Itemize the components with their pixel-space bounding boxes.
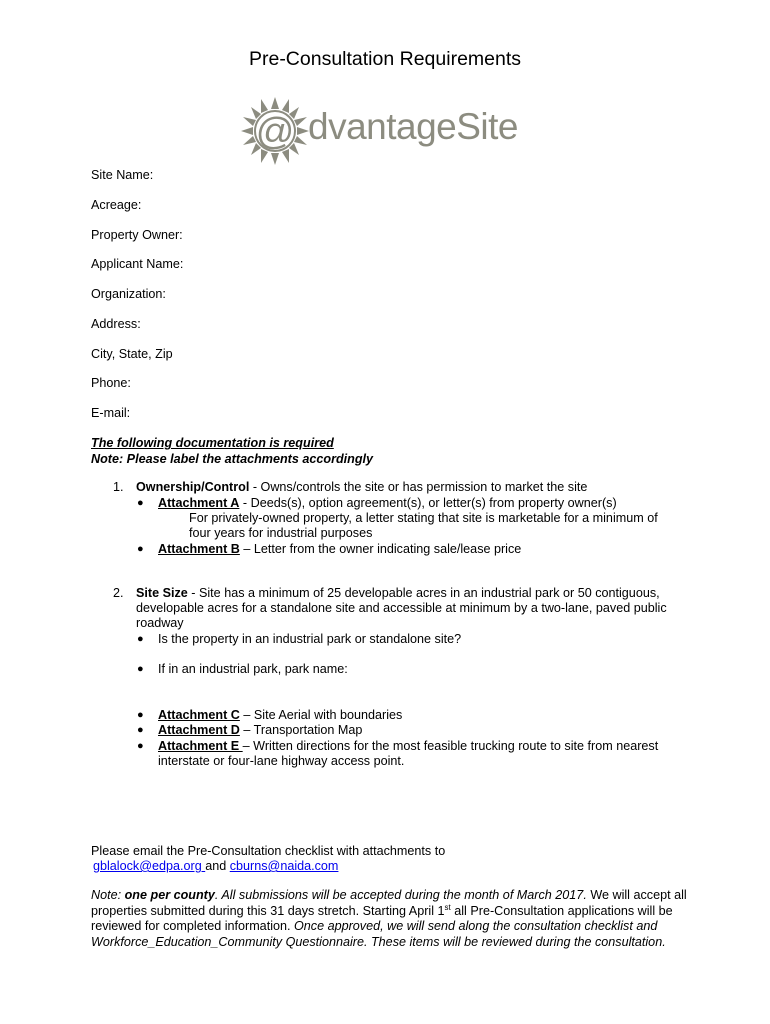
city-state-zip-label: City, State, Zip (91, 347, 173, 361)
attachment-c (158, 708, 402, 724)
documentation-required: The following documentation is required (91, 436, 334, 450)
note-one-per-county: one per county (124, 888, 215, 902)
item-1-heading (136, 480, 587, 496)
question-park-name: If in an industrial park, park name: (158, 662, 348, 676)
attachment-b (158, 542, 521, 558)
bullet-icon: ● (137, 724, 144, 736)
question-park-or-standalone: Is the property in an industrial park or standalone site? (158, 632, 462, 646)
attachment-d-label: Attachment D (158, 723, 240, 737)
bullet-icon: ● (137, 497, 144, 509)
documentation-note: Note: Please label the attachments accordingly (91, 451, 374, 466)
site-name-label: Site Name: (91, 168, 154, 182)
phone-label: Phone: (91, 376, 131, 390)
acreage-label: Acreage: (91, 198, 142, 212)
email-instruction: Please email the Pre-Consultation checklist with attachments to (91, 844, 446, 858)
email-label: E-mail: (91, 406, 131, 420)
attachment-a (158, 496, 617, 512)
item-2-number: 2. (113, 586, 124, 600)
applicant-name-label: Applicant Name: (91, 257, 184, 271)
item-2-heading (136, 586, 660, 602)
submission-note (91, 888, 691, 950)
organization-label: Organization: (91, 287, 166, 301)
item-2-desc1: - Site has a minimum of 25 developable acres in an industrial park or 50 contiguous, (187, 586, 660, 600)
page-title: Pre-Consultation Requirements (248, 48, 522, 70)
svg-text:@: @ (255, 111, 295, 153)
attachment-a-sub1: For privately-owned property, a letter stating that site is marketable for a minimum of (189, 511, 658, 525)
bullet-icon: ● (137, 633, 144, 645)
sun-logo-icon (240, 95, 310, 167)
attachment-b-text: – Letter from the owner indicating sale/lease price (239, 542, 522, 556)
bullet-icon: ● (137, 663, 144, 675)
item-1-title: Ownership/Control (136, 480, 250, 494)
attachment-c-label: Attachment C (158, 708, 240, 722)
item-2-desc2: developable acres for a standalone site and accessible at minimum by a two-lane, paved public (136, 601, 667, 615)
attachment-a-sub2: four years for industrial purposes (189, 526, 373, 540)
note-prefix: Note: (91, 888, 125, 902)
attachment-b-label: Attachment B (158, 542, 240, 556)
attachment-d (158, 723, 362, 739)
cburns-email-link[interactable]: cburns@naida.com (229, 859, 339, 873)
attachment-e-label: Attachment E (158, 739, 243, 753)
attachment-a-text: - Deeds(s), option agreement(s), or letter(s) from property owner(s) (239, 496, 617, 510)
item-1-number: 1. (113, 480, 124, 494)
attachment-e-text: – Written directions for the most feasible trucking route to site from nearest (242, 739, 659, 753)
address-label: Address: (91, 317, 141, 331)
note-part1: . All submissions will be accepted during the month of March 2017. (214, 888, 587, 902)
attachment-e-text2: interstate or four-lane highway access point. (158, 754, 405, 768)
documentation-heading (91, 436, 373, 467)
logo-wordmark: dvantageSite (308, 106, 519, 147)
email-and: and (205, 859, 230, 873)
attachment-c-text: – Site Aerial with boundaries (239, 708, 403, 722)
gblalock-email-link[interactable]: gblalock@edpa.org (93, 859, 206, 873)
email-addresses (91, 859, 338, 875)
advantagesite-logo (240, 95, 520, 169)
item-1-desc: - Owns/controls the site or has permission to market the site (249, 480, 588, 494)
note-sup: st (444, 902, 451, 912)
item-2-title: Site Size (136, 586, 188, 600)
attachment-a-label: Attachment A (158, 496, 240, 510)
bullet-icon: ● (137, 543, 144, 555)
bullet-icon: ● (137, 709, 144, 721)
note-part4: Once approved, we will send along the consultation checklist and Workforce_Education_Community Questionnaire. These items will be reviewed during the consultation. (91, 919, 666, 949)
bullet-icon: ● (137, 740, 144, 752)
item-2-desc3: roadway (136, 616, 184, 630)
note-part2: We will accept all properties submitted during this 31 days stretch. Starting April 1 (91, 888, 687, 918)
note-part3: all Pre-Consultation applications will be reviewed for completed information. (91, 903, 673, 933)
property-owner-label: Property Owner: (91, 228, 183, 242)
attachment-d-text: – Transportation Map (239, 723, 363, 737)
attachment-e (158, 739, 658, 755)
